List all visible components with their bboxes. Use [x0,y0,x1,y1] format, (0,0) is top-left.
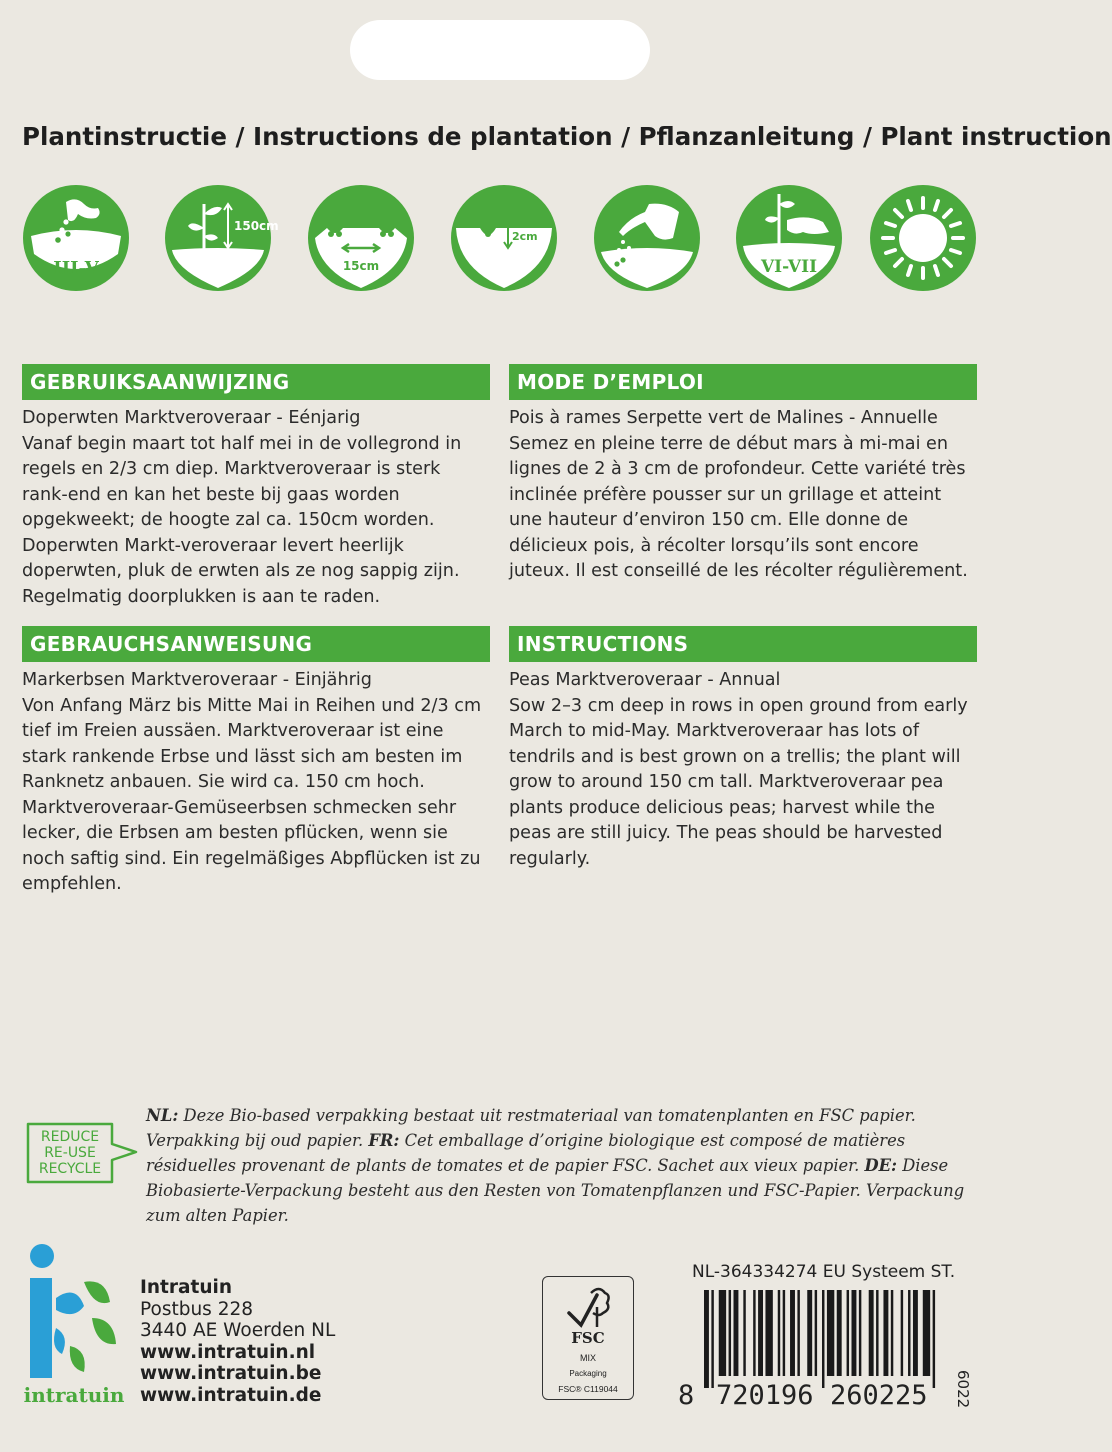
eco-note [146,1103,976,1228]
company-name: Intratuin [140,1277,233,1298]
section-fr [509,364,977,585]
eco-de-text: Diese Biobasierte-Verpackung besteht aus den Resten von Tomatenpflanzen und FSC-Papier. Verpackung zum alten Papier. [146,1156,965,1225]
website-be[interactable]: www.intratuin.be [140,1363,322,1384]
watering-icon [593,184,701,292]
barcode-bar [876,1290,878,1376]
eco-nl-label: NL: [146,1106,179,1125]
eco-nl-text: Deze Bio-based verpakking bestaat uit restmateriaal van tomatenplanten en FSC papier. Verpakking bij oud papier. [146,1106,916,1150]
barcode-bar [797,1290,799,1376]
harvest-icon [735,184,843,292]
barcode-digits-right: 260225 [830,1380,928,1411]
recycle-logo-line-3: RECYCLE [38,1161,102,1177]
barcode-bar [734,1290,739,1376]
barcode-bar [901,1290,903,1376]
sowing-icon [22,184,130,292]
barcode-bar [869,1290,874,1376]
barcode-bar [883,1290,888,1376]
barcode-bar [837,1290,842,1376]
barcode-bar [815,1290,817,1376]
sowing-depth-label: 2cm [512,230,538,243]
section-de [22,626,490,898]
company-street: Postbus 228 [140,1298,254,1320]
fsc-packaging: Packaging [569,1369,607,1378]
barcode-bar [778,1290,780,1376]
eco-fr-label: FR: [368,1131,400,1150]
barcode-bar [933,1290,935,1388]
barcode-digits-left: 720196 [716,1380,814,1411]
barcode-bar [790,1290,795,1376]
vertical-code: 6022 [954,1370,972,1409]
barcode-bar [891,1290,893,1376]
section-nl [22,364,490,610]
barcode-bar [729,1290,731,1376]
barcode-bar [753,1290,755,1376]
fsc-code: FSC® C119044 [558,1384,618,1394]
fsc-label [542,1276,634,1400]
hang-hole [350,20,650,80]
fsc-tree-icon [563,1283,613,1331]
sowing-depth-icon [450,184,558,292]
recycle-logo [24,1118,144,1188]
row-spacing-icon [307,184,415,292]
icon-row [22,184,977,294]
page-title: Plantinstructie / Instructions de plantation / Pflanzanleitung / Plant instruction [22,122,1112,151]
barcode-bar [711,1290,713,1388]
fsc-brand: FSC [571,1329,605,1347]
section-de-heading: GEBRAUCHSANWEISUNG [22,626,490,662]
barcode-bar [827,1290,834,1376]
website-nl[interactable]: www.intratuin.nl [140,1341,316,1363]
sowing-label: III-V [53,258,99,279]
section-en-heading: INSTRUCTIONS [509,626,977,662]
barcode-bar [913,1290,918,1376]
barcode-bar [908,1290,910,1376]
company-city: 3440 AE Woerden NL [140,1320,336,1341]
barcode [704,1290,940,1380]
section-fr-body: Pois à rames Serpette vert de Malines - Annuelle Semez en pleine terre de début mars à mi-mai en lignes de 2 à 3 cm de profondeur. Cette variété très inclinée préfère pousser sur un grillage et atteint une hauteur d’environ 150 cm. Elle donne de délicieux pois, à récolter lorsqu’ils sont encore juteux. Il est conseillé de les récolter régulièrement. [509,408,968,581]
company-address [140,1277,335,1406]
recycle-logo-line-2: RE-USE [44,1145,96,1161]
section-en-body: Peas Marktveroveraar - Annual Sow 2–3 cm deep in rows in open ground from early March to mid-May. Marktveroveraar has lots of tendrils and is best grown on a trellis; the plant will grow to around 150 cm tall. Marktveroveraar pea plants produce delicious peas; harvest while the peas are still juicy. The peas should be harvested regularly. [509,670,968,869]
section-fr-heading: MODE D’EMPLOI [509,364,977,400]
barcode-bar [719,1290,726,1376]
section-nl-body: Doperwten Marktveroveraar - Eénjarig Vanaf begin maart tot half mei in de vollegrond in regels en 2/3 cm diep. Marktveroveraar is sterk rank-end en kan het beste bij gaas worden opgekweekt; de hoogte zal ca. 150cm worden. Doperwten Markt-veroveraar levert heerlijk doperwten, pluk de erwten als ze nog sappig zijn. Regelmatig doorplukken is aan te raden. [22,408,462,607]
section-de-body: Markerbsen Marktveroveraar - Einjährig Von Anfang März bis Mitte Mai in Reihen und 2/3 cm tief im Freien aussäen. Marktveroveraar ist eine stark rankende Erbse und lässt sich am besten im Ranknetz anbauen. Sie wird ca. 150 cm hoch. Marktveroveraar-Gemüseerbsen schmecken sehr lecker, die Erbsen am besten pflücken, wenn sie noch saftig sind. Ein regelmäßiges Abpflücken ist zu empfehlen. [22,670,482,894]
plant-height-icon [164,184,279,292]
barcode-bar [852,1290,857,1376]
barcode-bar [704,1290,709,1388]
section-nl-heading: GEBRUIKSAANWIJZING [22,364,490,400]
barcode-bar [923,1290,930,1376]
website-de[interactable]: www.intratuin.de [140,1384,322,1406]
plant-height-label: 150cm [234,219,279,233]
intratuin-logo [22,1242,126,1407]
barcode-digit-first: 8 [678,1380,695,1411]
barcode-bar [859,1290,861,1376]
barcode-bar [847,1290,849,1376]
fsc-mix: MIX [579,1353,596,1363]
eco-fr-text: Cet emballage d’origine biologique est composé de matières résiduelles provenant de plants de tomates et de papier FSC. Sachet aux vieux papier. [146,1131,906,1175]
eco-de-label: DE: [864,1156,898,1175]
harvest-label: VI-VII [760,257,818,277]
row-spacing-label: 15cm [342,259,380,273]
barcode-bar [783,1290,785,1376]
barcode-bar [822,1290,824,1388]
intratuin-logo-text: intratuin [23,1383,125,1407]
sun-icon [869,184,977,292]
barcode-bar [743,1290,745,1376]
recycle-logo-line-1: REDUCE [40,1129,100,1145]
barcode-bar [807,1290,812,1376]
barcode-bar [765,1290,772,1376]
section-en [509,626,977,872]
registration-code: NL-364334274 EU Systeem ST. [692,1262,956,1282]
barcode-bar [758,1290,763,1376]
